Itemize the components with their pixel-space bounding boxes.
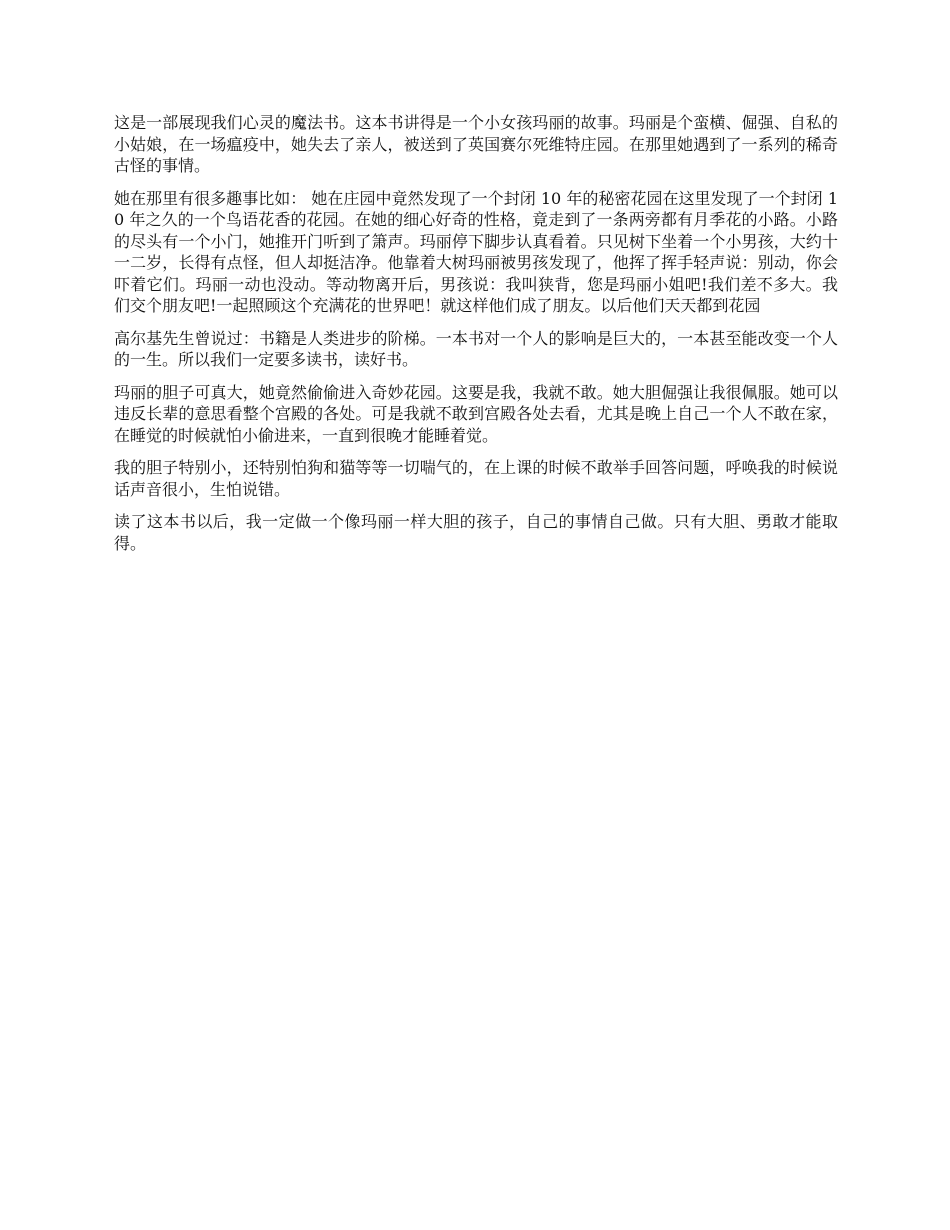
paragraph-3: 高尔基先生曾说过：书籍是人类进步的阶梯。一本书对一个人的影响是巨大的，一本甚至能改变一个人的一生。所以我们一定要多读书，读好书。 bbox=[114, 328, 838, 369]
document-body bbox=[114, 112, 838, 565]
paragraph-2: 她在那里有很多趣事比如： 她在庄园中竟然发现了一个封闭 10 年的秘密花园在这里发现了一个封闭 10 年之久的一个鸟语花香的花园。在她的细心好奇的性格，竟走到了一条两旁都有月季花的小路。小路的尽头有一个小门，她推开门听到了箫声。玛丽停下脚步认真看着。只见树下坐着一个小男孩，大约十一二岁，长得有点怪，但人却挺洁净。他靠着大树玛丽被男孩发现了，他挥了挥手轻声说：别动，你会吓着它们。玛丽一动也没动。等动物离开后，男孩说：我叫狭背，您是玛丽小姐吧!我们差不多大。我们交个朋友吧!一起照顾这个充满花的世界吧！就这样他们成了朋友。以后他们天天都到花园 bbox=[114, 188, 838, 315]
paragraph-4: 玛丽的胆子可真大，她竟然偷偷进入奇妙花园。这要是我，我就不敢。她大胆倔强让我很佩服。她可以违反长辈的意思看整个宫殿的各处。可是我就不敢到宫殿各处去看，尤其是晚上自己一个人不敢在家，在睡觉的时候就怕小偷进来，一直到很晚才能睡着觉。 bbox=[114, 382, 838, 445]
paragraph-5: 我的胆子特别小，还特别怕狗和猫等等一切喘气的，在上课的时候不敢举手回答问题，呼唤我的时候说话声音很小，生怕说错。 bbox=[114, 458, 838, 499]
paragraph-6: 读了这本书以后，我一定做一个像玛丽一样大胆的孩子，自己的事情自己做。只有大胆、勇敢才能取得。 bbox=[114, 512, 838, 553]
paragraph-1: 这是一部展现我们心灵的魔法书。这本书讲得是一个小女孩玛丽的故事。玛丽是个蛮横、倔强、自私的小姑娘，在一场瘟疫中，她失去了亲人，被送到了英国赛尔死维特庄园。在那里她遇到了一系列的稀奇古怪的事情。 bbox=[114, 113, 838, 175]
